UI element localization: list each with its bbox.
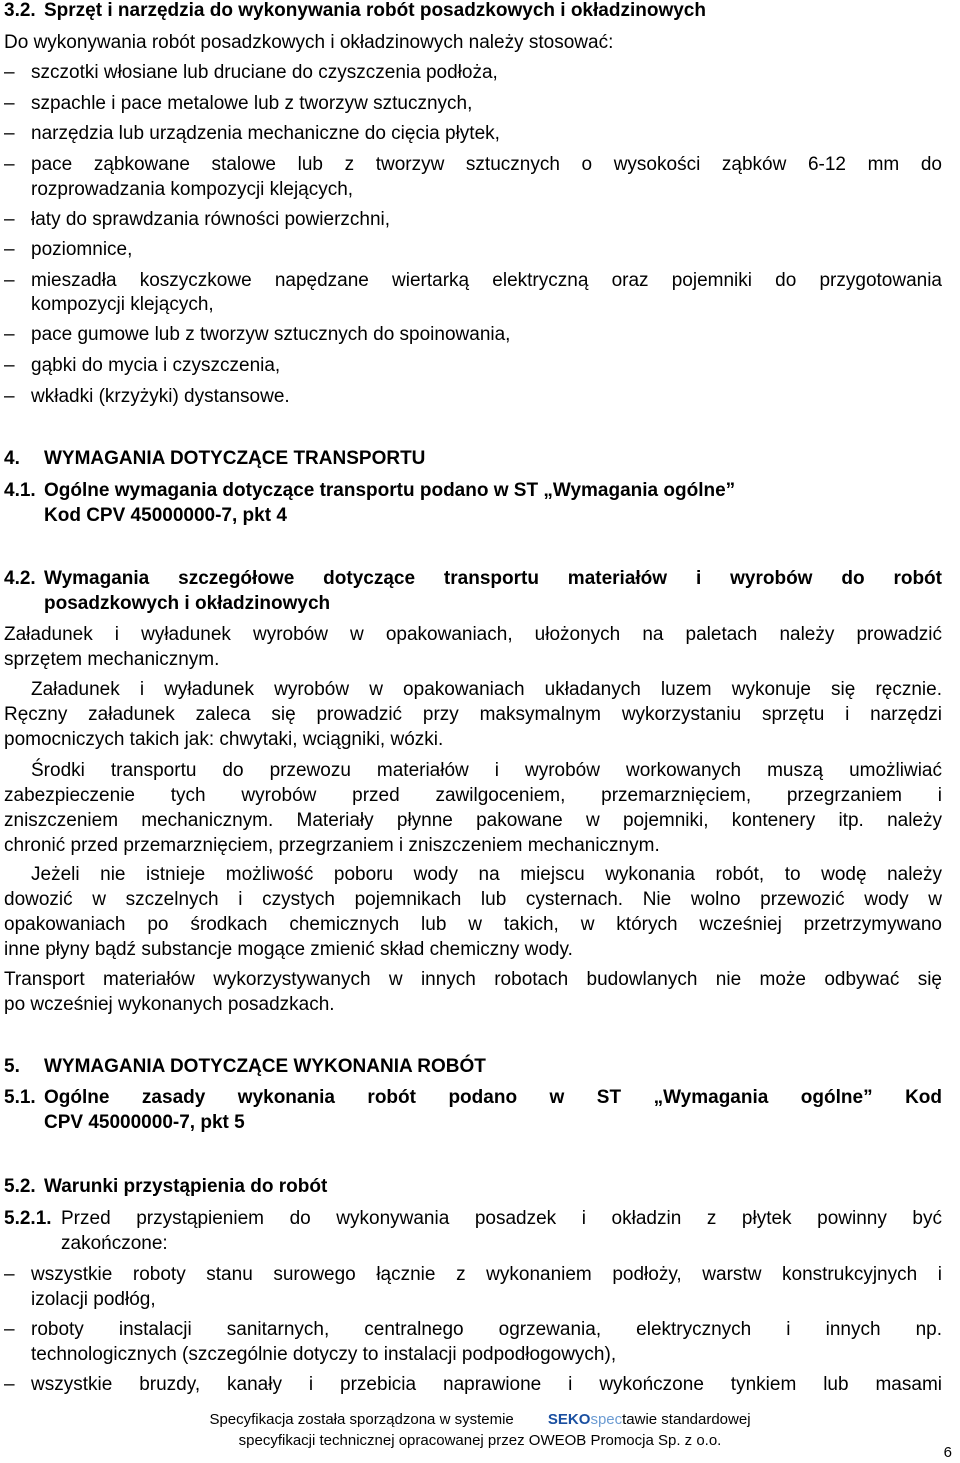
list-dash: – xyxy=(4,209,15,230)
paragraph-line: Załadunek i wyładunek wyrobów w opakowaniach układanych luzem wykonuje się ręcznie. xyxy=(31,679,942,700)
paragraph-line: opakowaniach po środkach chemicznych lub w takich, w których wcześniej przetrzymywano xyxy=(4,914,942,935)
list-item: szczotki włosiane lub druciane do czyszczenia podłoża, xyxy=(31,62,498,83)
section-number: 4.1. xyxy=(4,480,36,501)
list-dash: – xyxy=(4,93,15,114)
list-item: gąbki do mycia i czyszczenia, xyxy=(31,355,281,376)
list-item: wkładki (krzyżyki) dystansowe. xyxy=(31,386,290,407)
list-dash: – xyxy=(4,324,15,345)
list-item: mieszadła koszyczkowe napędzane wiertarką elektryczną oraz pojemniki do przygotowania xyxy=(31,270,942,291)
paragraph-line: pomocniczych takich jak: chwytaki, wciągniki, wózki. xyxy=(4,729,444,750)
list-item: poziomnice, xyxy=(31,239,133,260)
paragraph-line: Jeżeli nie istnieje możliwość poboru wody na miejscu wykonania robót, to wodę należy xyxy=(31,864,942,885)
list-dash: – xyxy=(4,1319,15,1340)
list-dash: – xyxy=(4,355,15,376)
list-item-continuation: technologicznych (szczególnie dotyczy to instalacji podpodłogowych), xyxy=(31,1344,617,1365)
subsection-heading-cont: CPV 45000000-7, pkt 5 xyxy=(44,1112,245,1133)
paragraph-line: zakończone: xyxy=(61,1233,168,1254)
list-dash: – xyxy=(4,270,15,291)
paragraph-line: Środki transportu do przewozu materiałów i wyrobów workowanych muszą umożliwiać xyxy=(31,760,942,781)
paragraph-line: Transport materiałów wykorzystywanych w innych robotach budowlanych nie może odbywać się xyxy=(4,969,942,990)
paragraph-line: inne płyny bądź substancje mogące zmienić skład chemiczny wody. xyxy=(4,939,573,960)
list-dash: – xyxy=(4,1264,15,1285)
paragraph-line: Załadunek i wyładunek wyrobów w opakowaniach, ułożonych na paletach należy prowadzić xyxy=(4,624,942,645)
section-heading: Sprzęt i narzędzia do wykonywania robót posadzkowych i okładzinowych xyxy=(44,0,706,21)
section-number: 4. xyxy=(4,448,20,469)
paragraph-line: Przed przystąpieniem do wykonywania posadzek i okładzin z płytek powinny być xyxy=(61,1208,942,1229)
page-number: 6 xyxy=(943,1444,952,1461)
subsection-heading: Wymagania szczegółowe dotyczące transportu materiałów i wyrobów do robót xyxy=(44,568,942,589)
list-item-continuation: kompozycji klejących, xyxy=(31,294,214,315)
list-dash: – xyxy=(4,239,15,260)
list-item-continuation: rozprowadzania kompozycji klejących, xyxy=(31,179,354,200)
list-item: roboty instalacji sanitarnych, centralnego ogrzewania, elektrycznych i innych np. xyxy=(31,1319,942,1340)
list-item: narzędzia lub urządzenia mechaniczne do cięcia płytek, xyxy=(31,123,500,144)
paragraph-line: zabezpieczenie tych wyrobów przed zawilgoceniem, przemarznięciem, przegrzaniem i xyxy=(4,785,942,806)
footer-line-1 xyxy=(0,1410,960,1430)
list-item: szpachle i pace metalowe lub z tworzyw sztucznych, xyxy=(31,93,473,114)
section-number: 5.2. xyxy=(4,1176,36,1197)
subsection-heading-cont: posadzkowych i okładzinowych xyxy=(44,593,331,614)
list-dash: – xyxy=(4,386,15,407)
subsection-heading: Ogólne zasady wykonania robót podano w ST „Wymagania ogólne” Kod xyxy=(44,1087,942,1108)
footer-text: Specyfikacja została sporządzona w systemie xyxy=(209,1411,514,1428)
section-heading: WYMAGANIA DOTYCZĄCE WYKONANIA ROBÓT xyxy=(44,1056,486,1077)
footer-text: tawie standardowej xyxy=(622,1411,751,1428)
subsection-heading-cont: Kod CPV 45000000-7, pkt 4 xyxy=(44,505,287,526)
list-item: pace ząbkowane stalowe lub z tworzyw sztucznych o wysokości ząbków 6-12 mm do xyxy=(31,154,942,175)
list-dash: – xyxy=(4,62,15,83)
subsection-heading: Ogólne wymagania dotyczące transportu podano w ST „Wymagania ogólne” xyxy=(44,480,736,501)
list-item-continuation: izolacji podłóg, xyxy=(31,1289,156,1310)
seko-logo-part2: spec xyxy=(590,1411,623,1428)
paragraph-line: chronić przed przemarznięciem, przegrzaniem i zniszczeniem mechanicznym. xyxy=(4,835,660,856)
section-number: 4.2. xyxy=(4,568,36,589)
paragraph-line: dowozić w szczelnych i czystych pojemnikach lub cysternach. Nie wolno przewozić wody w xyxy=(4,889,942,910)
section-number: 3.2. xyxy=(4,0,36,21)
list-dash: – xyxy=(4,154,15,175)
paragraph-line: zniszczeniem mechanicznym. Materiały płynne pakowane w pojemniki, kontenery itp. należy xyxy=(4,810,942,831)
list-item: pace gumowe lub z tworzyw sztucznych do spoinowania, xyxy=(31,324,511,345)
paragraph-line: po wcześniej wykonanych posadzkach. xyxy=(4,994,335,1015)
list-item: wszystkie roboty stanu surowego łącznie z wykonaniem podłoży, warstw konstrukcyjnych i xyxy=(31,1264,942,1285)
section-number: 5.1. xyxy=(4,1087,36,1108)
list-item: łaty do sprawdzania równości powierzchni, xyxy=(31,209,391,230)
list-dash: – xyxy=(4,1374,15,1395)
seko-logo-part1: SEKO xyxy=(547,1411,591,1428)
subsection-heading: Warunki przystąpienia do robót xyxy=(44,1176,328,1197)
section-number: 5. xyxy=(4,1056,20,1077)
paragraph-line: sprzętem mechanicznym. xyxy=(4,649,220,670)
paragraph: Do wykonywania robót posadzkowych i okładzinowych należy stosować: xyxy=(4,32,614,53)
list-dash: – xyxy=(4,123,15,144)
list-item: wszystkie bruzdy, kanały i przebicia naprawione i wykończone tynkiem lub masami xyxy=(31,1374,942,1395)
section-heading: WYMAGANIA DOTYCZĄCE TRANSPORTU xyxy=(44,448,426,469)
paragraph-line: Ręczny załadunek zaleca się prowadzić przy maksymalnym wykorzystaniu sprzętu i narzędzi xyxy=(4,704,942,725)
footer-line-2: specyfikacji technicznej opracowanej przez OWEOB Promocja Sp. z o.o. xyxy=(238,1432,722,1449)
section-number: 5.2.1. xyxy=(4,1208,52,1229)
